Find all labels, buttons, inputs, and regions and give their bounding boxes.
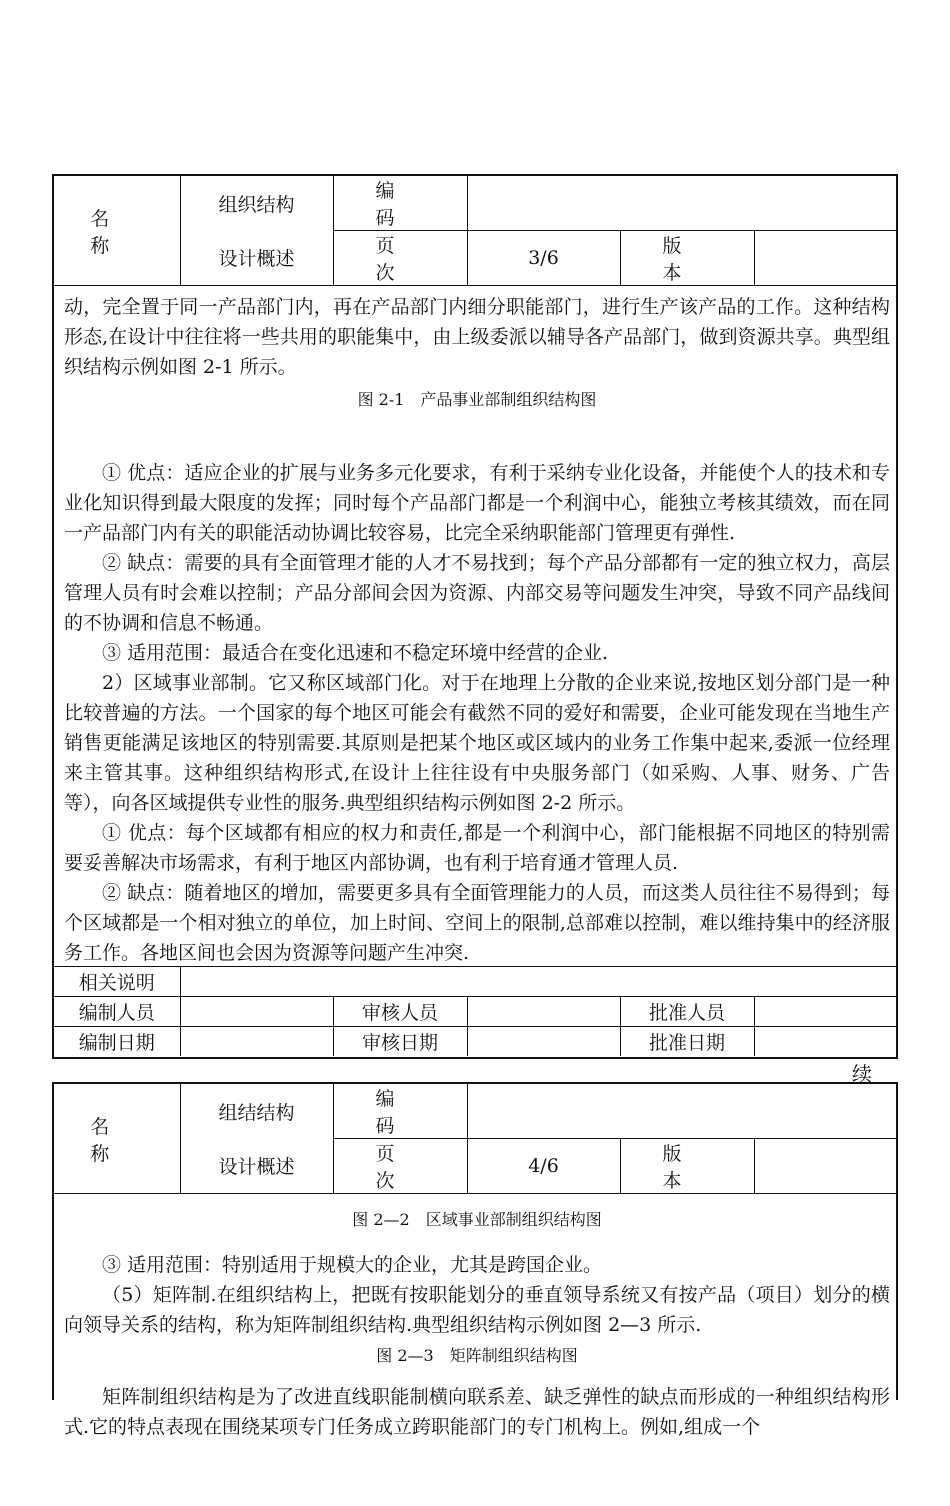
reviewed-date-value [467,1027,620,1057]
title-line-1: 组结结构 [180,1084,333,1139]
paragraph-regional-advantages: ① 优点：每个区域都有相应的权力和责任,都是一个利润中心，部门能根据不同地区的特别需要妥善解决市场需求，有利于地区内部协调，也有利于培育通才管理人员. [64,822,890,874]
form-header-2 [54,1084,896,1194]
notes-label: 相关说明 [54,967,180,997]
figure-caption-2-2: 图 2—2 区域事业部制组织结构图 [352,1210,602,1229]
prepared-date-label: 编制日期 [54,1027,180,1057]
paragraph-scope: ③ 适用范围：最适合在变化迅速和不稳定环境中经营的企业. [102,642,609,664]
code-value [467,1084,896,1139]
paragraph-disadvantages: ② 缺点：需要的具有全面管理才能的人才不易找到；每个产品分部都有一定的独立权力，高层管理人员有时会难以控制；产品分部间会因为资源、内部交易等问题发生冲突，导致不同产品线间的不协调和信息不畅通。 [64,552,890,634]
paragraph-intro: 动，完全置于同一产品部门内，再在产品部门内细分职能部门，进行生产该产品的工作。这种结构形态,在设计中往往将一些共用的职能集中，由上级委派以辅导各产品部门，做到资源共享。典型组织结构示例如图 2-1 所示。 [64,296,890,378]
continued-label: 续 [852,1062,872,1086]
form-sheet-page-4 [52,1082,898,1438]
version-value [754,231,896,286]
document-body [54,292,896,968]
code-value [467,176,896,231]
paragraph-advantages: ① 优点：适应企业的扩展与业务多元化要求，有利于采纳专业化设备，并能使个人的技术和专业化知识得到最大限度的发挥；同时每个产品部门都是一个利润中心，能独立考核其绩效，而在同一产品部门内有关的职能活动协调比较容易，比完全采纳职能部门管理更有弹性. [64,462,890,544]
prepared-date-value [180,1027,333,1057]
figure-placeholder [64,418,890,458]
version-value [754,1139,896,1194]
reviewed-by-value [467,997,620,1027]
page-label: 页 次 [333,1139,467,1194]
page-label: 页 次 [333,231,467,286]
title-line-1: 组织结构 [180,176,333,231]
approved-by-value [754,997,896,1027]
form-sheet-page-3 [52,174,898,1059]
title-line-2: 设计概述 [180,231,333,286]
code-label: 编 码 [333,1084,467,1139]
name-label: 名 称 [54,1084,180,1194]
paragraph-matrix-description: 矩阵制组织结构是为了改进直线职能制横向联系差、缺乏弹性的缺点而形成的一种组织结构形式.它的特点表现在围绕某项专门任务成立跨职能部门的专门机构上。例如,组成一个 [64,1386,890,1438]
reviewed-date-label: 审核日期 [333,1027,467,1057]
version-label: 版 本 [620,231,754,286]
form-footer [54,966,896,1056]
document-body-2 [54,1208,896,1442]
name-label: 名 称 [54,176,180,286]
prepared-by-label: 编制人员 [54,997,180,1027]
page-value: 4/6 [467,1139,620,1194]
paragraph-matrix: （5）矩阵制.在组织结构上，把既有按职能划分的垂直领导系统又有按产品（项目）划分的横向领导关系的结构，称为矩阵制组织结构.典型组织结构示例如图 2—3 所示. [64,1284,890,1336]
figure-caption-2-3: 图 2—3 矩阵制组织结构图 [376,1346,578,1365]
prepared-by-value [180,997,333,1027]
approved-date-label: 批准日期 [620,1027,754,1057]
figure-caption-2-1: 图 2-1 产品事业部制组织结构图 [357,390,597,409]
approved-date-value [754,1027,896,1057]
approved-by-label: 批准人员 [620,997,754,1027]
reviewed-by-label: 审核人员 [333,997,467,1027]
version-label: 版 本 [620,1139,754,1194]
title-line-2: 设计概述 [180,1139,333,1194]
paragraph-regional-division: 2）区域事业部制。它又称区域部门化。对于在地理上分散的企业来说,按地区划分部门是一种比较普遍的方法。一个国家的每个地区可能会有截然不同的爱好和需要，企业可能发现在当地生产销售更能满足该地区的特别需要.其原则是把某个地区或区域内的业务工作集中起来,委派一位经理来主管其事。这种组织结构形式,在设计上往往设有中央服务部门（如采购、人事、财务、广告等），向各区域提供专业性的服务.典型组织结构示例如图 2-2 所示。 [64,672,890,814]
paragraph-regional-disadvantages: ② 缺点：随着地区的增加，需要更多具有全面管理能力的人员，而这类人员往往不易得到；每个区域都是一个相对独立的单位，加上时间、空间上的限制,总部难以控制，难以维持集中的经济服务工作。各地区间也会因为资源等问题产生冲突. [64,882,890,964]
paragraph-scope-2: ③ 适用范围：特别适用于规模大的企业，尤其是跨国企业。 [102,1254,603,1276]
code-label: 编 码 [333,176,467,231]
page-value: 3/6 [467,231,620,286]
notes-value [180,967,896,997]
form-header [54,176,896,286]
